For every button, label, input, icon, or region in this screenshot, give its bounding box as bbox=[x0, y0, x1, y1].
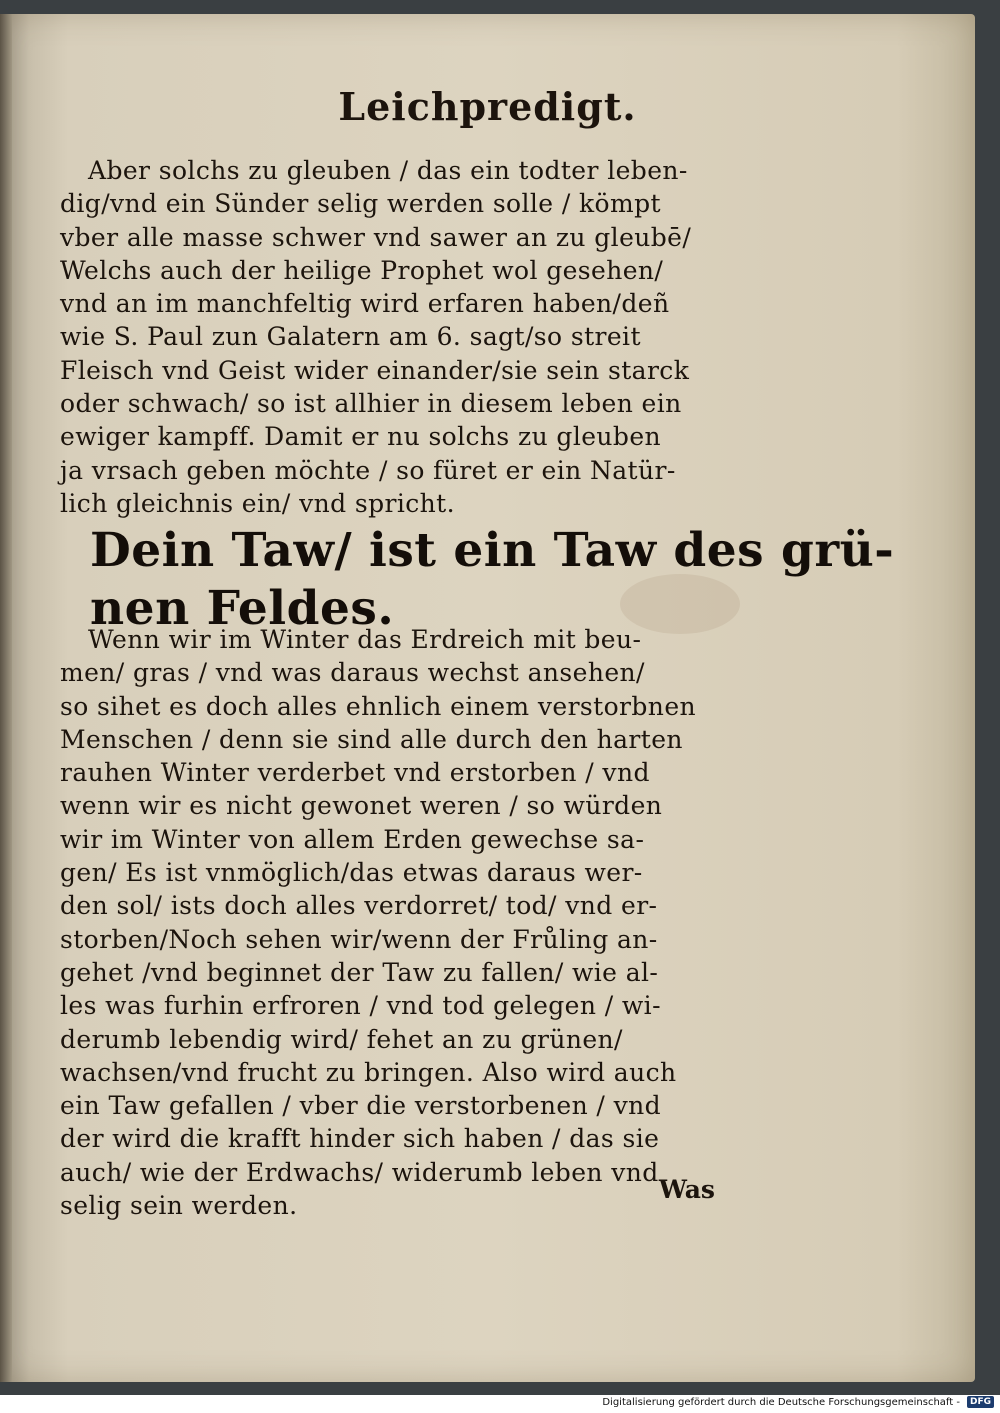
footer-credit: Digitalisierung gefördert durch die Deutsche Forschungsgemeinschaft - bbox=[602, 1397, 960, 1408]
text-line: wachsen/vnd frucht zu bringen. Also wird auch bbox=[60, 1057, 677, 1087]
text-line: ja vrsach geben möchte / so füret er ein Natür- bbox=[60, 455, 676, 485]
text-line: Menschen / denn sie sind alle durch den harten bbox=[60, 724, 683, 754]
text-line: storben/Noch sehen wir/wenn der Frůling an- bbox=[60, 924, 658, 954]
text-line: dig/vnd ein Sünder selig werden solle / kömpt bbox=[60, 189, 661, 219]
text-line: oder schwach/ so ist allhier in diesem leben ein bbox=[60, 389, 682, 419]
text-line: nen Feldes. bbox=[90, 581, 395, 636]
text-line: ewiger kampff. Damit er nu solchs zu gleuben bbox=[60, 422, 662, 452]
text-line: men/ gras / vnd was daraus wechst ansehen/ bbox=[60, 658, 645, 688]
text-line: gen/ Es ist vnmöglich/das etwas daraus wer- bbox=[60, 858, 643, 888]
text-line: wenn wir es nicht gewonet weren / so würden bbox=[60, 791, 663, 821]
text-line: derumb lebendig wird/ fehet an zu grünen/ bbox=[60, 1024, 623, 1054]
catchword: Was bbox=[658, 1175, 715, 1204]
text-line: Fleisch vnd Geist wider einander/sie sein starck bbox=[60, 355, 690, 385]
text-line: wir im Winter von allem Erden gewechse sa- bbox=[60, 824, 645, 854]
text-line: so sihet es doch alles ehnlich einem verstorbnen bbox=[60, 691, 697, 721]
text-line: Aber solchs zu gleuben / das ein todter leben- bbox=[88, 156, 688, 185]
text-line: gehet /vnd beginnet der Taw zu fallen/ wie al- bbox=[60, 957, 659, 987]
text-line: les was furhin erfroren / vnd tod gelegen / wi- bbox=[60, 991, 661, 1021]
page-gutter-edge bbox=[0, 14, 12, 1382]
text-line: wie S. Paul zun Galatern am 6. sagt/so streit bbox=[60, 322, 641, 352]
paragraph-2 bbox=[60, 623, 760, 1222]
book-page bbox=[0, 14, 975, 1382]
running-header: Leichpredigt. bbox=[338, 84, 637, 129]
text-line: vber alle masse schwer vnd sawer an zu gleubē/ bbox=[60, 222, 692, 252]
text-line: Wenn wir im Winter das Erdreich mit beu- bbox=[88, 625, 642, 654]
text-line: Dein Taw/ ist ein Taw des grü- bbox=[90, 523, 895, 578]
text-line: auch/ wie der Erdwachs/ widerumb leben vnd bbox=[60, 1157, 659, 1187]
section-heading bbox=[90, 522, 895, 638]
text-line: den sol/ ists doch alles verdorret/ tod/ vnd er- bbox=[60, 891, 658, 921]
text-line: lich gleichnis ein/ vnd spricht. bbox=[60, 488, 455, 518]
text-line: ein Taw gefallen / vber die verstorbenen / vnd bbox=[60, 1091, 662, 1121]
paragraph-1 bbox=[60, 154, 760, 520]
text-line: rauhen Winter verderbet vnd erstorben / vnd bbox=[60, 758, 650, 788]
dfg-logo: DFG bbox=[967, 1396, 994, 1408]
text-line: selig sein werden. bbox=[60, 1191, 298, 1221]
text-line: der wird die krafft hinder sich haben / das sie bbox=[60, 1124, 660, 1154]
text-line: Welchs auch der heilige Prophet wol gesehen/ bbox=[60, 255, 664, 285]
text-line: vnd an im manchfeltig wird erfaren haben/deñ bbox=[60, 289, 670, 319]
